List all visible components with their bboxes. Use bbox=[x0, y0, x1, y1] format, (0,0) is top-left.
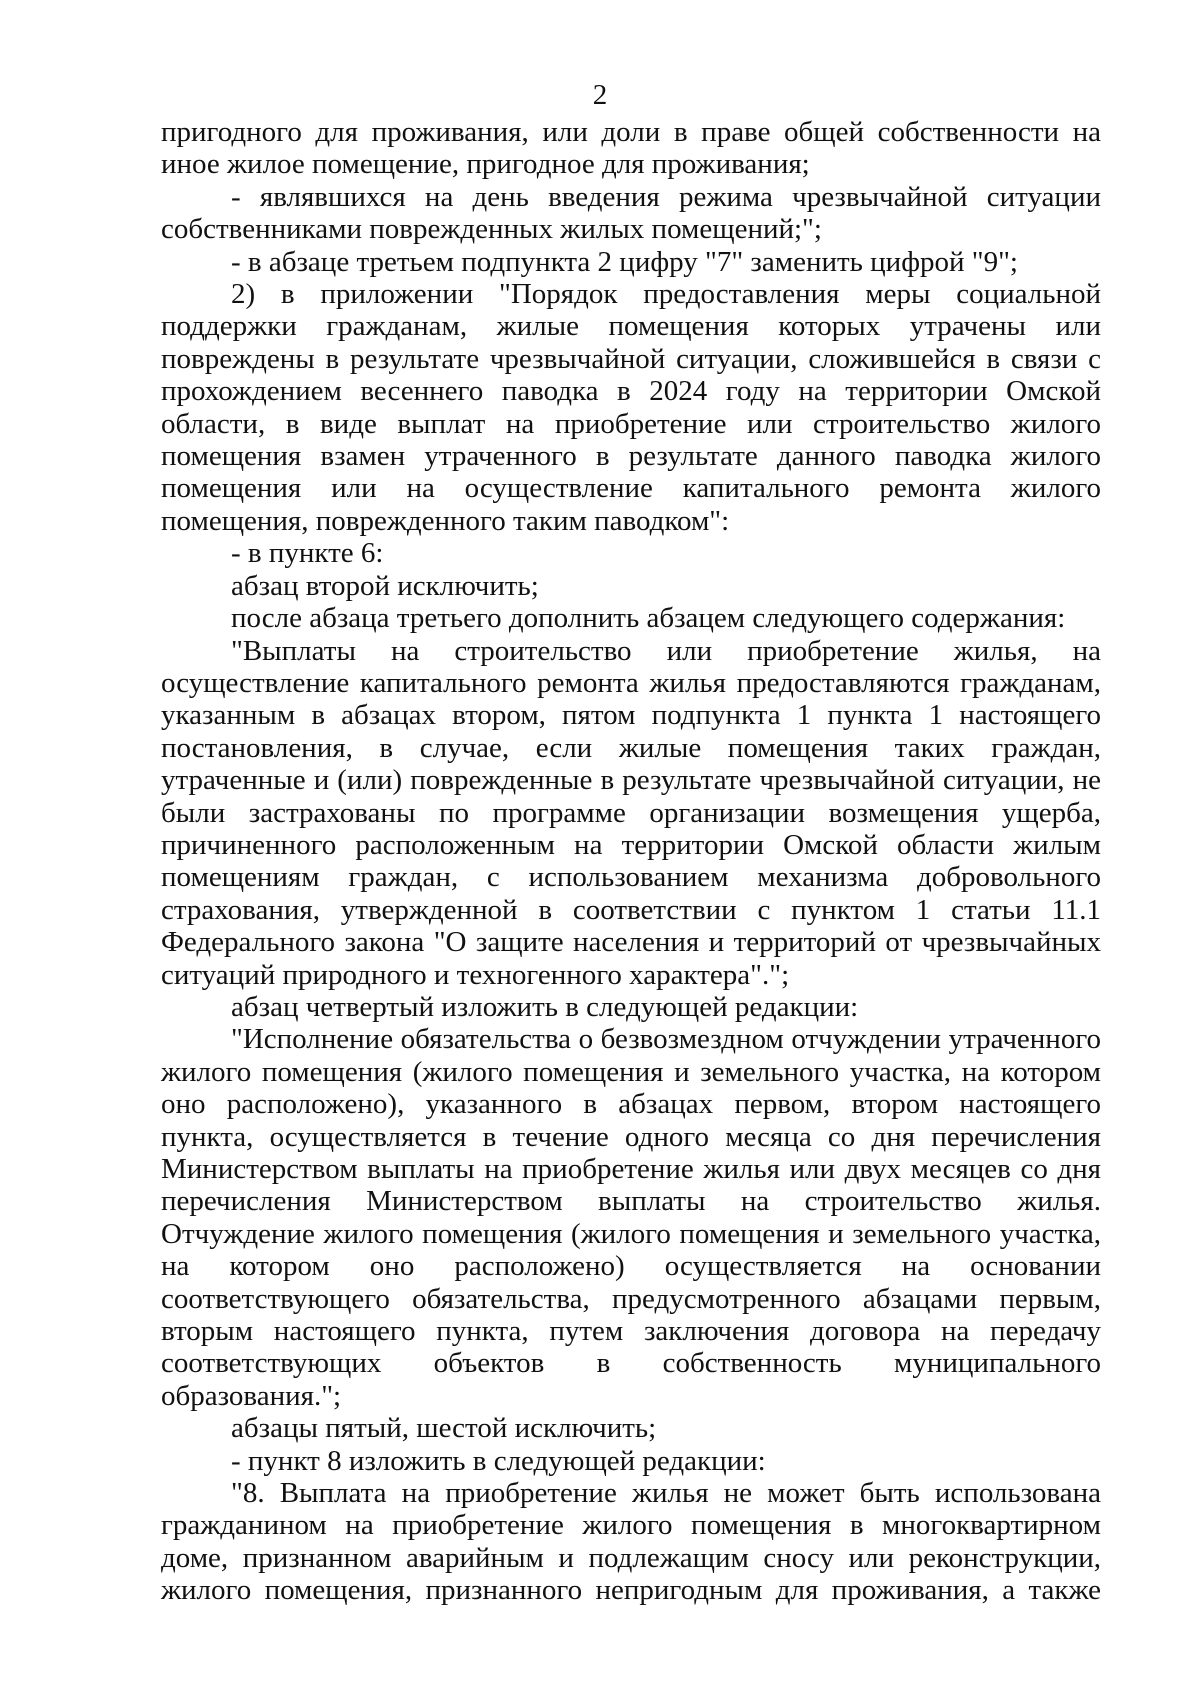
paragraph: - пункт 8 изложить в следующей редакции: bbox=[231, 1444, 766, 1477]
document-body bbox=[161, 116, 1101, 1607]
paragraph: после абзаца третьего дополнить абзацем следующего содержания: bbox=[231, 602, 1066, 635]
paragraph: абзац второй исключить; bbox=[231, 569, 539, 602]
paragraph: 2) в приложении "Порядок предоставления меры социальной поддержки гражданам, жилые помещения которых утрачены или повреждены в результате чрезвычайной ситуации, сложившейся в связи с прохождением весеннего паводка в 2024 году на территории Омской области, в виде выплат на приобретение или строительство жилого помещения взамен утраченного в результате данного паводка жилого помещения или на осуществление капитального ремонта жилого помещения, поврежденного таким паводком": bbox=[161, 278, 1101, 537]
page-number: 2 bbox=[592, 79, 608, 111]
paragraph: - в абзаце третьем подпункта 2 цифру "7" заменить цифрой "9"; bbox=[231, 245, 1018, 278]
paragraph: - в пункте 6: bbox=[231, 537, 384, 570]
paragraph: абзацы пятый, шестой исключить; bbox=[231, 1412, 657, 1445]
paragraph: пригодного для проживания, или доли в праве общей собственности на иное жилое помещение, пригодное для проживания; bbox=[161, 116, 1101, 181]
paragraph: "Выплаты на строительство или приобретение жилья, на осуществление капитального ремонта жилья предоставляются гражданам, указанным в абзацах втором, пятом подпункта 1 пункта 1 настоящего постановления, в случае, если жилые помещения таких граждан, утраченные и (или) поврежденные в результате чрезвычайной ситуации, не были застрахованы по программе организации возмещения ущерба, причиненного расположенным на территории Омской области жилым помещениям граждан, с использованием механизма добровольного страхования, утвержденной в соответствии с пунктом 1 статьи 11.1 Федерального закона "О защите населения и территорий от чрезвычайных ситуаций природного и техногенного характера"."; bbox=[161, 634, 1101, 991]
paragraph: "Исполнение обязательства о безвозмездном отчуждении утраченного жилого помещения (жилого помещения и земельного участка, на котором оно расположено), указанного в абзацах первом, втором настоящего пункта, осуществляется в течение одного месяца со дня перечисления Министерством выплаты на приобретение жилья или двух месяцев со дня перечисления Министерством выплаты на строительство жилья. Отчуждение жилого помещения (жилого помещения и земельного участка, на котором оно расположено) осуществляется на основании соответствующего обязательства, предусмотренного абзацами первым, вторым настоящего пункта, путем заключения договора на передачу соответствующих объектов в собственность муниципального образования."; bbox=[161, 1023, 1101, 1412]
paragraph: "8. Выплата на приобретение жилья не может быть использована гражданином на приобретение жилого помещения в многоквартирном доме, признанном аварийным и подлежащим сносу или реконструкции, жилого помещения, признанного непригодным для проживания, а также bbox=[161, 1477, 1101, 1607]
paragraph: - являвшихся на день введения режима чрезвычайной ситуации собственниками поврежденных жилых помещений;"; bbox=[161, 180, 1101, 246]
paragraph: абзац четвертый изложить в следующей редакции: bbox=[231, 990, 859, 1023]
